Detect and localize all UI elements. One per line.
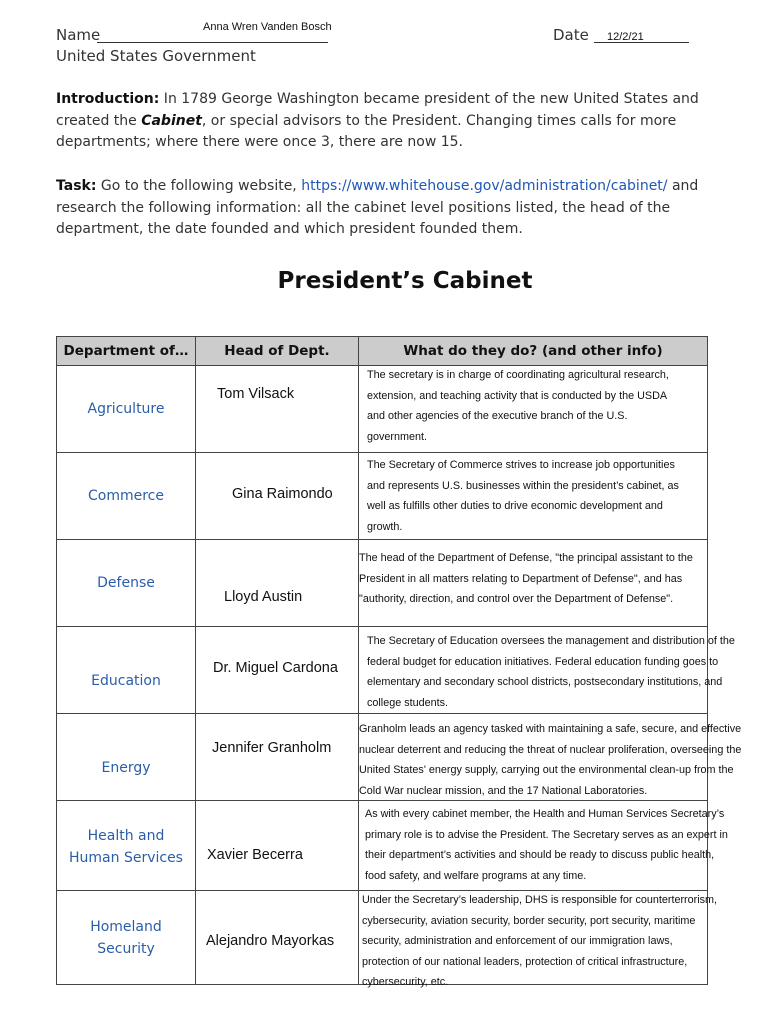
department-cell[interactable] [57,540,196,627]
info-text: The Secretary of Commerce strives to increase job opportunities and represents U.S. businesses within the president’s cabinet, as well as fulfills other duties to drive economic development and growth. [367,459,679,533]
head-name: Xavier Becerra [207,847,303,863]
column-header-department: Department of… [57,337,196,366]
info-text: The secretary is in charge of coordinating agricultural research, extension, and teaching activity that is conducted by the USDA and other agencies of the executive branch of the U.S. government. [367,369,669,443]
info-text: Granholm leads an agency tasked with maintaining a safe, secure, and effective nuclear deterrent and reducing the threat of nuclear proliferation, overseeing the United States' energy supply, carrying out the environmental clean-up from the Cold War nuclear mission, and the 17 National Laboratories. [359,723,742,797]
info-text: As with every cabinet member, the Health and Human Services Secretary’s primary role is to advise the President. The Secretary serves as an expert in their department’s activities and should be ready to discuss public health, food safety, and welfare programs at any time. [365,808,728,882]
head-cell[interactable] [196,801,359,891]
intro-text-2: , or special advisors to the President. Changing times calls for more departments; where there were once 3, there are now 15. [56,112,677,150]
task-text-2: and research the following information: all the cabinet level positions listed, the head of the department, the date founded and which president founded them. [56,178,699,237]
column-header-head: Head of Dept. [196,337,359,366]
head-name: Alejandro Mayorkas [206,933,335,949]
course-name: United States Government [56,47,256,65]
head-name: Gina Raimondo [232,486,333,502]
department-name: Defense [97,575,155,591]
head-cell[interactable] [196,540,359,627]
cabinet-word: Cabinet [141,112,202,129]
department-cell[interactable] [57,366,196,453]
head-cell[interactable] [196,891,359,985]
whitehouse-cabinet-link[interactable]: https://www.whitehouse.gov/administration/cabinet/ [301,178,668,194]
introduction-label: Introduction: [56,91,160,107]
head-cell[interactable] [196,366,359,453]
info-cell[interactable] [359,453,708,540]
department-cell[interactable] [57,891,196,985]
name-value[interactable]: Anna Wren Vanden Bosch [203,21,332,33]
info-text: The Secretary of Education oversees the management and distribution of the federal budget for education initiatives. Federal education funding goes to elementary and secondary school districts, postsecondary institutions, and college students. [367,635,735,709]
department-name: Education [91,673,161,689]
head-name: Lloyd Austin [224,589,303,605]
table-row [57,801,708,891]
table-row [57,453,708,540]
info-cell[interactable] [359,801,728,891]
head-cell[interactable] [196,453,359,540]
department-cell[interactable] [57,714,196,801]
name-label: Name [56,26,101,44]
info-text: The head of the Department of Defense, "the principal assistant to the President in all matters relating to Department of Defense", and has "authority, direction, and control over the Department of Defense". [359,552,693,605]
head-name: Jennifer Granholm [212,740,332,756]
task-label: Task: [56,178,97,194]
introduction-paragraph [56,89,726,154]
info-text: Under the Secretary’s leadership, DHS is responsible for counterterrorism, cybersecurity, aviation security, border security, port security, maritime security, administration and enforcement of our immigration laws, protection of our national leaders, protection of critical infrastructure, cybersecurity, etc. [362,894,718,988]
info-cell[interactable] [359,891,718,988]
table-row [57,891,708,985]
department-name: Homeland Security [90,918,162,957]
department-name: Energy [101,760,151,776]
task-paragraph [56,176,726,241]
table-row [57,540,708,627]
info-cell[interactable] [359,540,708,627]
department-name: Agriculture [87,401,165,417]
name-underline [97,42,328,43]
table-row [57,714,708,801]
table-row [57,627,708,714]
column-header-info: What do they do? (and other info) [359,337,708,366]
department-cell[interactable] [57,801,196,891]
table-row [57,366,708,453]
page-title: President’s Cabinet [277,268,533,294]
department-cell[interactable] [57,627,196,714]
head-name: Tom Vilsack [217,386,295,402]
task-text-1: Go to the following website, [96,178,302,194]
department-cell[interactable] [57,453,196,540]
info-cell[interactable] [359,714,742,801]
cabinet-table [56,336,742,988]
head-cell[interactable] [196,714,359,801]
department-name: Health and Human Services [69,828,183,866]
department-name: Commerce [88,488,164,504]
head-name: Dr. Miguel Cardona [213,660,338,676]
head-cell[interactable] [196,627,359,714]
date-value[interactable]: 12/2/21 [607,31,644,43]
date-label: Date [553,26,589,44]
info-cell[interactable] [359,627,735,714]
table-header-row [57,337,708,366]
intro-text-1: In 1789 George Washington became president of the new United States and created the [56,91,699,129]
info-cell[interactable] [359,366,708,453]
